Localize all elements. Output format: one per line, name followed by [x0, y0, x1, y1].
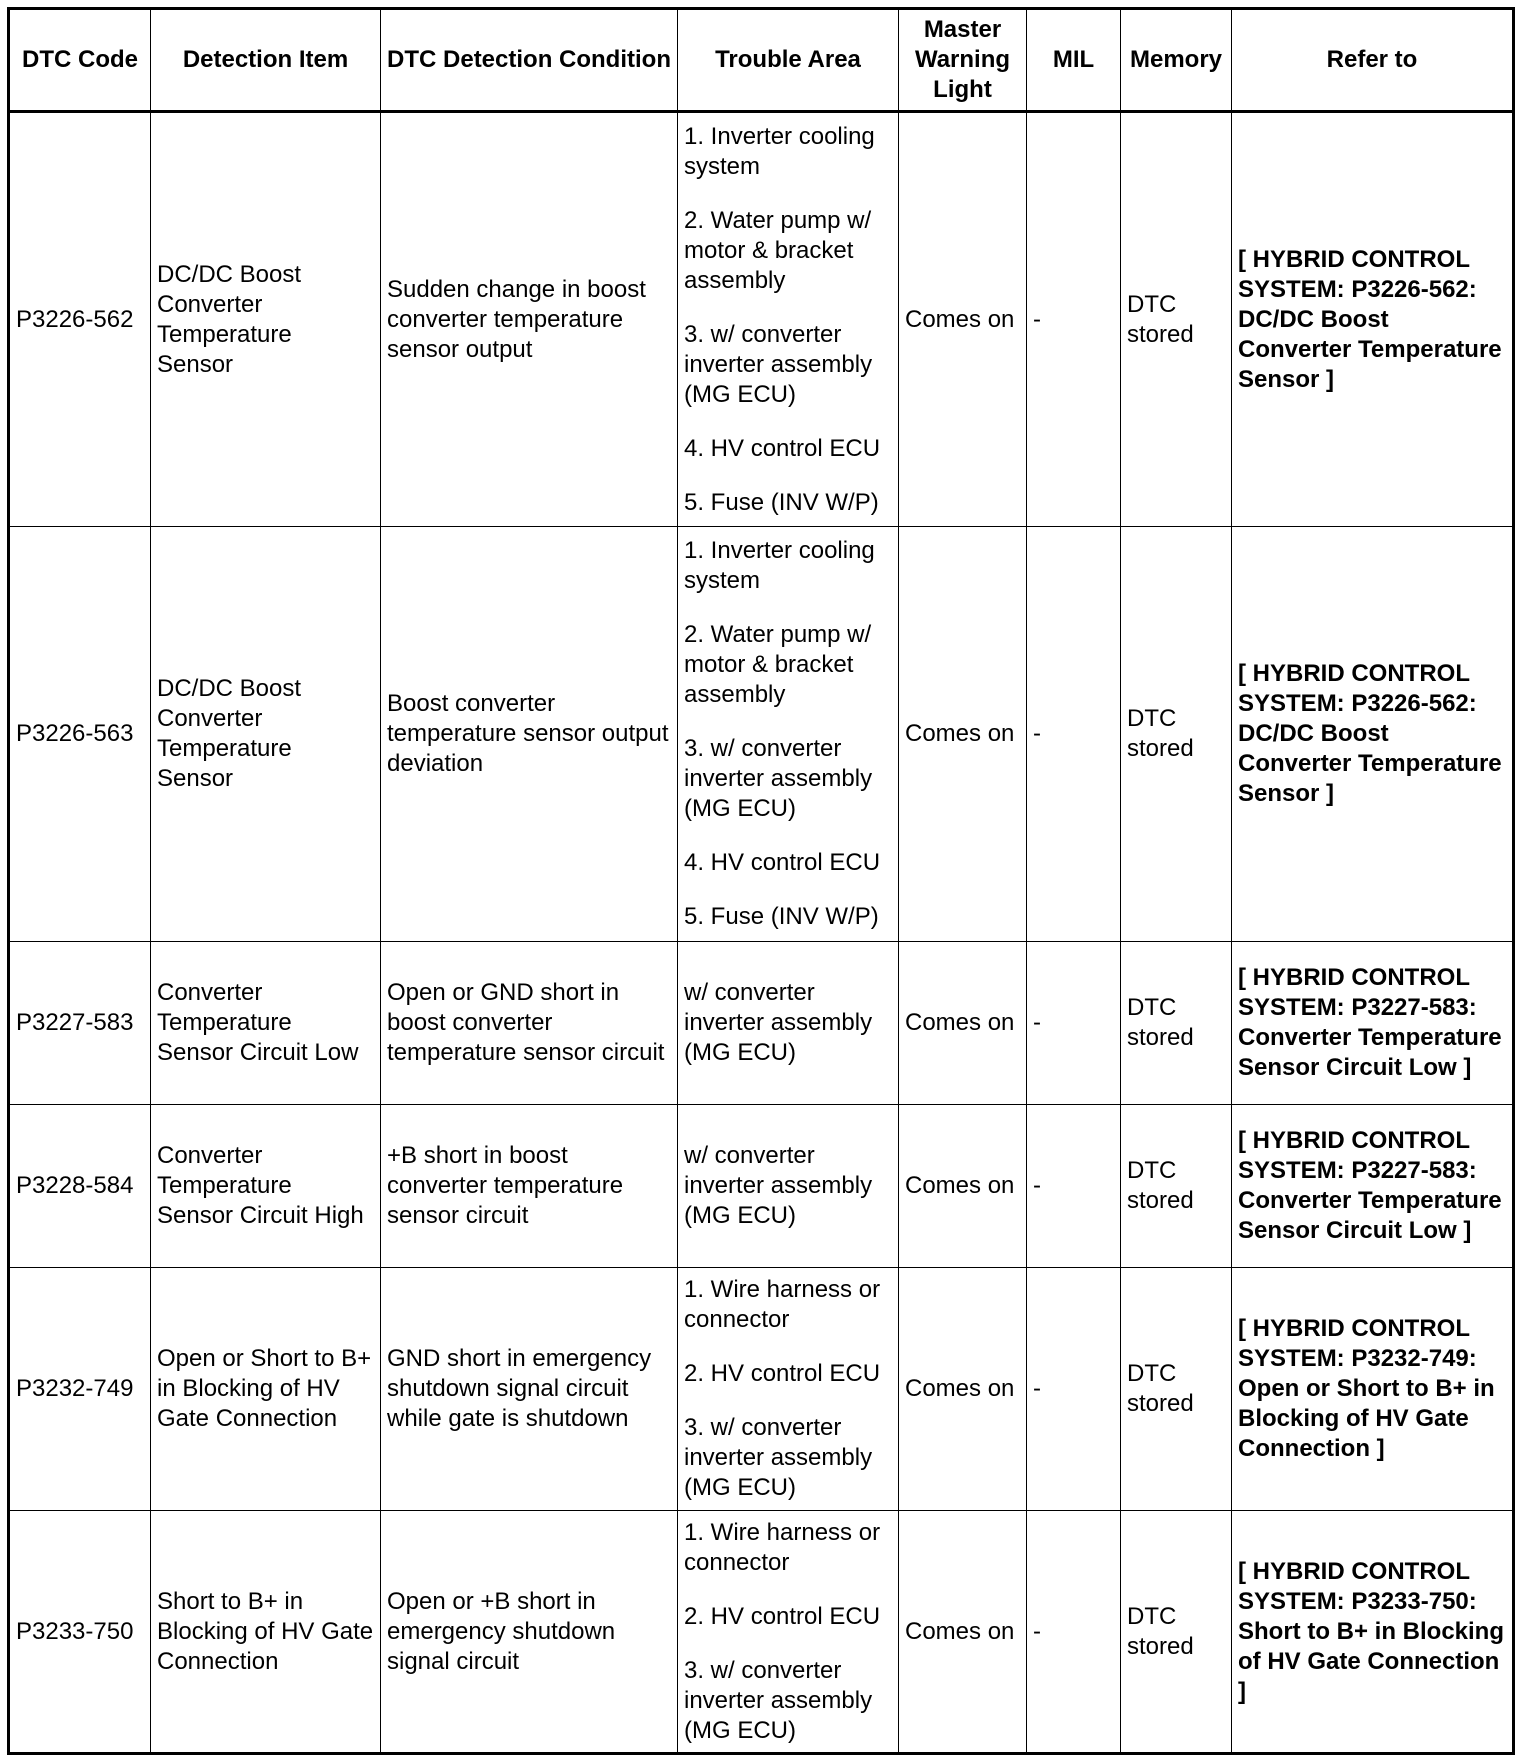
- detection-item-cell: Converter Temperature Sensor Circuit Low: [151, 942, 381, 1105]
- table-row: [9, 112, 1514, 527]
- header-memory: Memory: [1121, 9, 1232, 112]
- header-mil: MIL: [1027, 9, 1121, 112]
- header-detection-condition: DTC Detection Condition: [381, 9, 678, 112]
- trouble-area-cell: [678, 1268, 899, 1511]
- mil-cell: -: [1027, 112, 1121, 527]
- header-dtc-code: DTC Code: [9, 9, 151, 112]
- memory-cell: DTC stored: [1121, 1105, 1232, 1268]
- trouble-area-item: 1. Inverter cooling system: [684, 537, 875, 594]
- master-warning-cell: Comes on: [899, 527, 1027, 942]
- trouble-area-item: 4. HV control ECU: [684, 849, 881, 876]
- refer-to-cell: [ HYBRID CONTROL SYSTEM: P3226-562: DC/DC Boost Converter Temperature Sensor ]: [1232, 112, 1514, 527]
- refer-to-cell: [ HYBRID CONTROL SYSTEM: P3232-749: Open or Short to B+ in Blocking of HV Gate Connection ]: [1232, 1268, 1514, 1511]
- trouble-area-item: 3. w/ converter inverter assembly (MG ECU): [684, 735, 873, 822]
- header-row: [9, 9, 1514, 112]
- master-warning-cell: Comes on: [899, 1105, 1027, 1268]
- trouble-area-item: w/ converter inverter assembly (MG ECU): [684, 1142, 873, 1229]
- refer-to-cell: [ HYBRID CONTROL SYSTEM: P3226-562: DC/DC Boost Converter Temperature Sensor ]: [1232, 527, 1514, 942]
- trouble-area-item: 3. w/ converter inverter assembly (MG ECU): [684, 1656, 873, 1744]
- mil-cell: -: [1027, 1105, 1121, 1268]
- mil-cell: -: [1027, 942, 1121, 1105]
- memory-cell: DTC stored: [1121, 1511, 1232, 1754]
- header-detection-item: Detection Item: [151, 9, 381, 112]
- trouble-area-cell: [678, 1511, 899, 1754]
- trouble-area-item: w/ converter inverter assembly (MG ECU): [684, 979, 873, 1066]
- memory-cell: DTC stored: [1121, 942, 1232, 1105]
- memory-cell: DTC stored: [1121, 112, 1232, 527]
- table-row: [9, 1511, 1514, 1754]
- trouble-area-item: 2. HV control ECU: [684, 1360, 881, 1387]
- detection-condition-cell: GND short in emergency shutdown signal circuit while gate is shutdown: [381, 1268, 678, 1511]
- trouble-area-item: 1. Wire harness or connector: [684, 1518, 881, 1576]
- detection-condition-cell: Open or +B short in emergency shutdown signal circuit: [381, 1511, 678, 1754]
- detection-condition-cell: Open or GND short in boost converter temperature sensor circuit: [381, 942, 678, 1105]
- detection-item-cell: Short to B+ in Blocking of HV Gate Connection: [151, 1511, 381, 1754]
- detection-item-cell: DC/DC Boost Converter Temperature Sensor: [151, 527, 381, 942]
- mil-cell: -: [1027, 1511, 1121, 1754]
- trouble-area-item: 2. Water pump w/ motor & bracket assembly: [684, 621, 872, 708]
- master-warning-cell: Comes on: [899, 1268, 1027, 1511]
- trouble-area-item: 3. w/ converter inverter assembly (MG ECU): [684, 320, 873, 408]
- dtc-code-cell: P3232-749: [9, 1268, 151, 1511]
- dtc-code-cell: P3227-583: [9, 942, 151, 1105]
- table-row: [9, 1268, 1514, 1511]
- trouble-area-item: 5. Fuse (INV W/P): [684, 488, 879, 516]
- dtc-code-cell: P3226-562: [9, 112, 151, 527]
- trouble-area-item: 4. HV control ECU: [684, 434, 881, 462]
- header-trouble-area: Trouble Area: [678, 9, 899, 112]
- master-warning-cell: Comes on: [899, 112, 1027, 527]
- trouble-area-item: 2. HV control ECU: [684, 1602, 881, 1630]
- memory-cell: DTC stored: [1121, 527, 1232, 942]
- dtc-code-cell: P3233-750: [9, 1511, 151, 1754]
- master-warning-cell: Comes on: [899, 942, 1027, 1105]
- dtc-code-cell: P3226-563: [9, 527, 151, 942]
- mil-cell: -: [1027, 527, 1121, 942]
- trouble-area-item: 2. Water pump w/ motor & bracket assembly: [684, 206, 872, 294]
- refer-to-cell: [ HYBRID CONTROL SYSTEM: P3227-583: Converter Temperature Sensor Circuit Low ]: [1232, 942, 1514, 1105]
- detection-condition-cell: Boost converter temperature sensor output deviation: [381, 527, 678, 942]
- master-warning-cell: Comes on: [899, 1511, 1027, 1754]
- table-row: [9, 1105, 1514, 1268]
- trouble-area-item: 1. Inverter cooling system: [684, 122, 875, 180]
- trouble-area-item: 5. Fuse (INV W/P): [684, 903, 879, 930]
- refer-to-cell: [ HYBRID CONTROL SYSTEM: P3227-583: Converter Temperature Sensor Circuit Low ]: [1232, 1105, 1514, 1268]
- trouble-area-item: 1. Wire harness or connector: [684, 1276, 881, 1333]
- trouble-area-cell: [678, 1105, 899, 1268]
- header-refer-to: Refer to: [1232, 9, 1514, 112]
- dtc-code-cell: P3228-584: [9, 1105, 151, 1268]
- trouble-area-cell: [678, 942, 899, 1105]
- table-row: [9, 527, 1514, 942]
- detection-condition-cell: Sudden change in boost converter temperature sensor output: [381, 112, 678, 527]
- table-row: [9, 942, 1514, 1105]
- trouble-area-cell: [678, 527, 899, 942]
- detection-item-cell: Converter Temperature Sensor Circuit High: [151, 1105, 381, 1268]
- header-master-warning-light: Master Warning Light: [899, 9, 1027, 112]
- memory-cell: DTC stored: [1121, 1268, 1232, 1511]
- mil-cell: -: [1027, 1268, 1121, 1511]
- refer-to-cell: [ HYBRID CONTROL SYSTEM: P3233-750: Short to B+ in Blocking of HV Gate Connection ]: [1232, 1511, 1514, 1754]
- trouble-area-cell: [678, 112, 899, 527]
- detection-item-cell: DC/DC Boost Converter Temperature Sensor: [151, 112, 381, 527]
- detection-item-cell: Open or Short to B+ in Blocking of HV Gate Connection: [151, 1268, 381, 1511]
- detection-condition-cell: +B short in boost converter temperature sensor circuit: [381, 1105, 678, 1268]
- dtc-table: [7, 7, 1515, 1755]
- trouble-area-item: 3. w/ converter inverter assembly (MG ECU): [684, 1414, 873, 1501]
